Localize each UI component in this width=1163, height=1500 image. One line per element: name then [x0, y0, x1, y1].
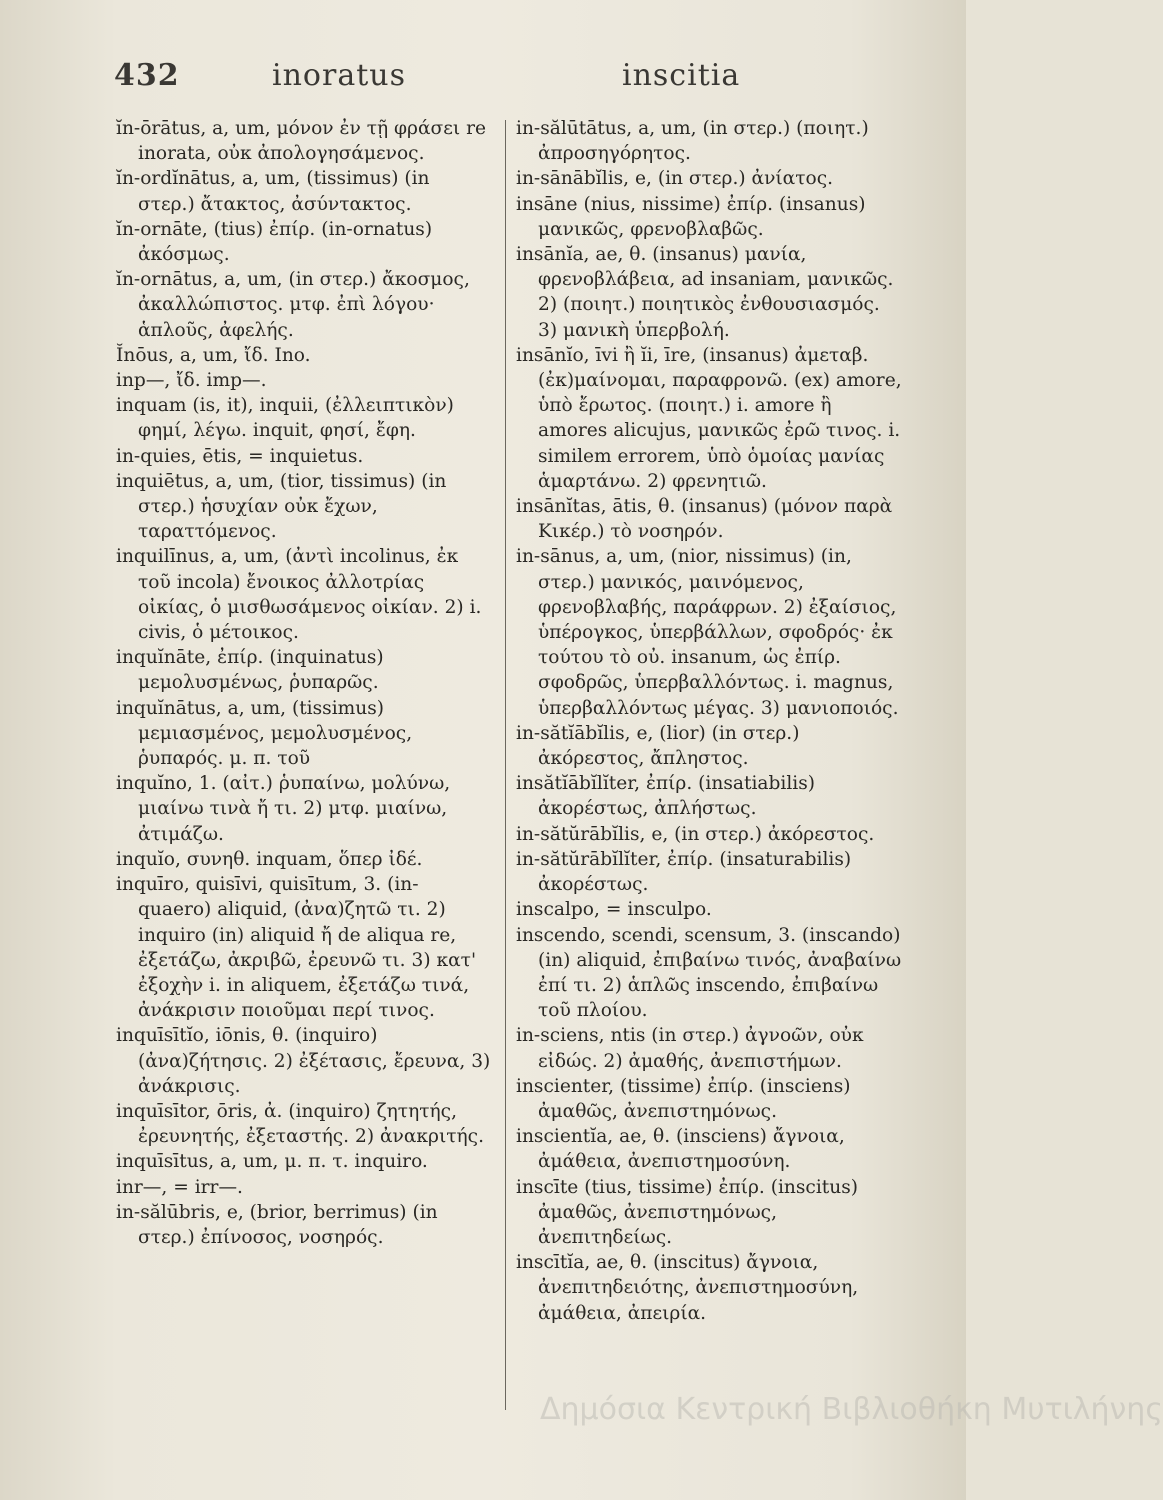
dictionary-entry: in-sānus, a, um, (nior, nissimus) (in, στερ.) μανικός, μαινόμενος, φρενοβλαβής, παράφρων. 2) ἐξαίσιος, ὑπέρογκος, ὑπερβάλλων, σφοδρός· ἐκ τούτου τὸ οὐ. insanum, ὡς ἐπίρ. σφοδρῶς, ὑπερβαλλόντως. i. magnus, ὑπερβαλλόντως μέγας. 3) μανιοποιός.	[516, 546, 899, 719]
dictionary-entry: insānĭo, īvi ἢ ĭi, īre, (insanus) ἀμεταβ. (ἐκ)μαίνομαι, παραφρονῶ. (ex) amore, ὑπὸ ἔρωτος. (ποιητ.) i. amore ἢ amores alicujus, μανικῶς ἐρῶ τινος. i. similem errorem, ὑπὸ ὁμοίας μανίας ἁμαρτάνω. 2) φρενητιῶ.	[516, 344, 902, 492]
dictionary-entry: in-sălūtātus, a, um, (in στερ.) (ποιητ.) ἀπροσηγόρητος.	[516, 118, 869, 165]
dictionary-entry: in-sătŭrābĭlis, e, (in στερ.) ἀκόρεστος.	[516, 823, 875, 845]
dictionary-entry: inquĭnāte, ἐπίρ. (inquinatus) μεμολυσμένως, ῥυπαρῶς.	[116, 647, 384, 694]
dictionary-entry: in-sānābĭlis, e, (in στερ.) ἀνίατος.	[516, 168, 834, 190]
dictionary-entry: inp—, ἴδ. imp—.	[116, 370, 267, 392]
dictionary-entry: ĭn-ornātus, a, um, (in στερ.) ἄκοσμος, ἀκαλλώπιστος. μτφ. ἐπὶ λόγου· ἁπλοῦς, ἀφελής.	[116, 269, 470, 341]
dictionary-entry: insătĭābĭlĭter, ἐπίρ. (insatiabilis) ἀκορέστως, ἀπλήστως.	[516, 773, 816, 820]
dictionary-entry: inquiētus, a, um, (tior, tissimus) (in στερ.) ἡσυχίαν οὐκ ἔχων, ταραττόμενος.	[116, 470, 447, 543]
dictionary-entry: inscientĭa, ae, θ. (insciens) ἄγνοια, ἀμάθεια, ἀνεπιστημοσύνη.	[516, 1126, 845, 1173]
running-head	[0, 58, 966, 108]
left-guide-word: inoratus	[272, 58, 406, 93]
dictionary-entry: inscienter, (tissime) ἐπίρ. (insciens) ἀμαθῶς, ἀνεπιστημόνως.	[516, 1075, 851, 1122]
dictionary-entry: in-quies, ētis, = inquietus.	[116, 445, 364, 467]
dictionary-entry: ĭn-ōrātus, a, um, μόνον ἐν τῇ φράσει re inorata, οὐκ ἀπολογησάμενος.	[116, 118, 486, 165]
dictionary-entry: inquĭo, συνηθ. inquam, ὅπερ ἰδέ.	[116, 848, 423, 870]
dictionary-entry: in-sălūbris, e, (brior, berrimus) (in στερ.) ἐπίνοσος, νοσηρός.	[116, 1201, 438, 1248]
dictionary-entry: insāne (nius, nissime) ἐπίρ. (insanus) μανικῶς, φρενοβλαβῶς.	[516, 193, 866, 240]
dictionary-entry: inscendo, scendi, scensum, 3. (inscando) (in) aliquid, ἐπιβαίνω τινός, ἀναβαίνω ἐπί τι. 2) ἁπλῶς inscendo, ἐπιβαίνω τοῦ πλοίου.	[516, 924, 902, 1022]
dictionary-entry: inquīro, quisīvi, quisītum, 3. (in-quaero) aliquid, (ἀνα)ζητῶ τι. 2) inquiro (in) aliquid ἤ de aliqua re, ἐξετάζω, ἀκριβῶ, ἐρευνῶ τι. 3) κατ' ἐξοχὴν i. in aliquem, ἐξετάζω τινά, ἀνάκρισιν ποιοῦμαι περί τινος.	[116, 874, 477, 1022]
dictionary-entry: inscīte (tius, tissime) ἐπίρ. (inscitus) ἀμαθῶς, ἀνεπιστημόνως, ἀνεπιτηδείως.	[516, 1176, 859, 1248]
dictionary-entry: in-sătĭābĭlis, e, (lior) (in στερ.) ἀκόρεστος, ἄπληστος.	[516, 722, 800, 770]
right-guide-word: inscitia	[622, 58, 741, 93]
dictionary-entry: inquīsītor, ōris, ἀ. (inquiro) ζητητής, ἐρευνητής, ἐξεταστής. 2) ἀνακριτής.	[116, 1100, 484, 1148]
dictionary-entry: Ĭnōus, a, um, ἴδ. Ino.	[116, 344, 311, 366]
dictionary-entry: inscītĭa, ae, θ. (inscitus) ἄγνοια, ἀνεπιτηδειότης, ἀνεπιστημοσύνη, ἀμάθεια, ἀπειρία.	[516, 1252, 859, 1324]
dictionary-entry: inquīsītĭo, iōnis, θ. (inquiro) (ἀνα)ζήτησις. 2) ἐξέτασις, ἔρευνα, 3) ἀνάκρισις.	[116, 1025, 491, 1097]
library-watermark: Δημόσια Κεντρική Βιβλιοθήκη Μυτιλήνης	[540, 1392, 1163, 1427]
dictionary-entry: inquilīnus, a, um, (ἀντὶ incolinus, ἐκ τοῦ incola) ἔνοικος ἀλλοτρίας οἰκίας, ὁ μισθωσάμενος οἰκίαν. 2) i. civis, ὁ μέτοικος.	[116, 546, 482, 644]
dictionary-entry: ĭn-ornāte, (tius) ἐπίρ. (in-ornatus) ἀκόσμως.	[116, 218, 433, 266]
dictionary-entry: inquam (is, it), inquii, (ἐλλειπτικὸν) φημί, λέγω. inquit, φησί, ἔφη.	[116, 395, 454, 442]
dictionary-entry: in-sciens, ntis (in στερ.) ἀγνοῶν, οὐκ εἰδώς. 2) ἀμαθής, ἀνεπιστήμων.	[516, 1025, 864, 1072]
left-column	[116, 116, 491, 1250]
dictionary-entry: insānĭtas, ātis, θ. (insanus) (μόνον παρὰ Κικέρ.) τὸ νοσηρόν.	[516, 496, 893, 543]
dictionary-entry: insānĭa, ae, θ. (insanus) μανία, φρενοβλάβεια, ad insaniam, μανικῶς. 2) (ποιητ.) ποιητικὸς ἐνθουσιασμός. 3) μανικὴ ὑπερβολή.	[516, 244, 894, 341]
right-column	[516, 116, 904, 1326]
dictionary-entry: in-sătŭrābĭlĭter, ἐπίρ. (insaturabilis) ἀκορέστως.	[516, 848, 852, 896]
dictionary-entry: inquīsītus, a, um, μ. π. τ. inquiro.	[116, 1151, 428, 1173]
dictionary-entry: ĭn-ordĭnātus, a, um, (tissimus) (in στερ.) ἄτακτος, ἀσύντακτος.	[116, 168, 430, 215]
dictionary-entry: inquĭnātus, a, um, (tissimus) μεμιασμένος, μεμολυσμένος, ῥυπαρός. μ. π. τοῦ	[116, 697, 413, 770]
dictionary-entry: inquĭno, 1. (αἰτ.) ῥυπαίνω, μολύνω, μιαίνω τινὰ ἤ τι. 2) μτφ. μιαίνω, ἀτιμάζω.	[116, 773, 451, 845]
page-number: 432	[114, 58, 180, 93]
dictionary-entry: inr—, = irr—.	[116, 1176, 243, 1198]
column-divider	[505, 120, 506, 1410]
dictionary-entry: inscalpo, = insculpo.	[516, 899, 712, 921]
